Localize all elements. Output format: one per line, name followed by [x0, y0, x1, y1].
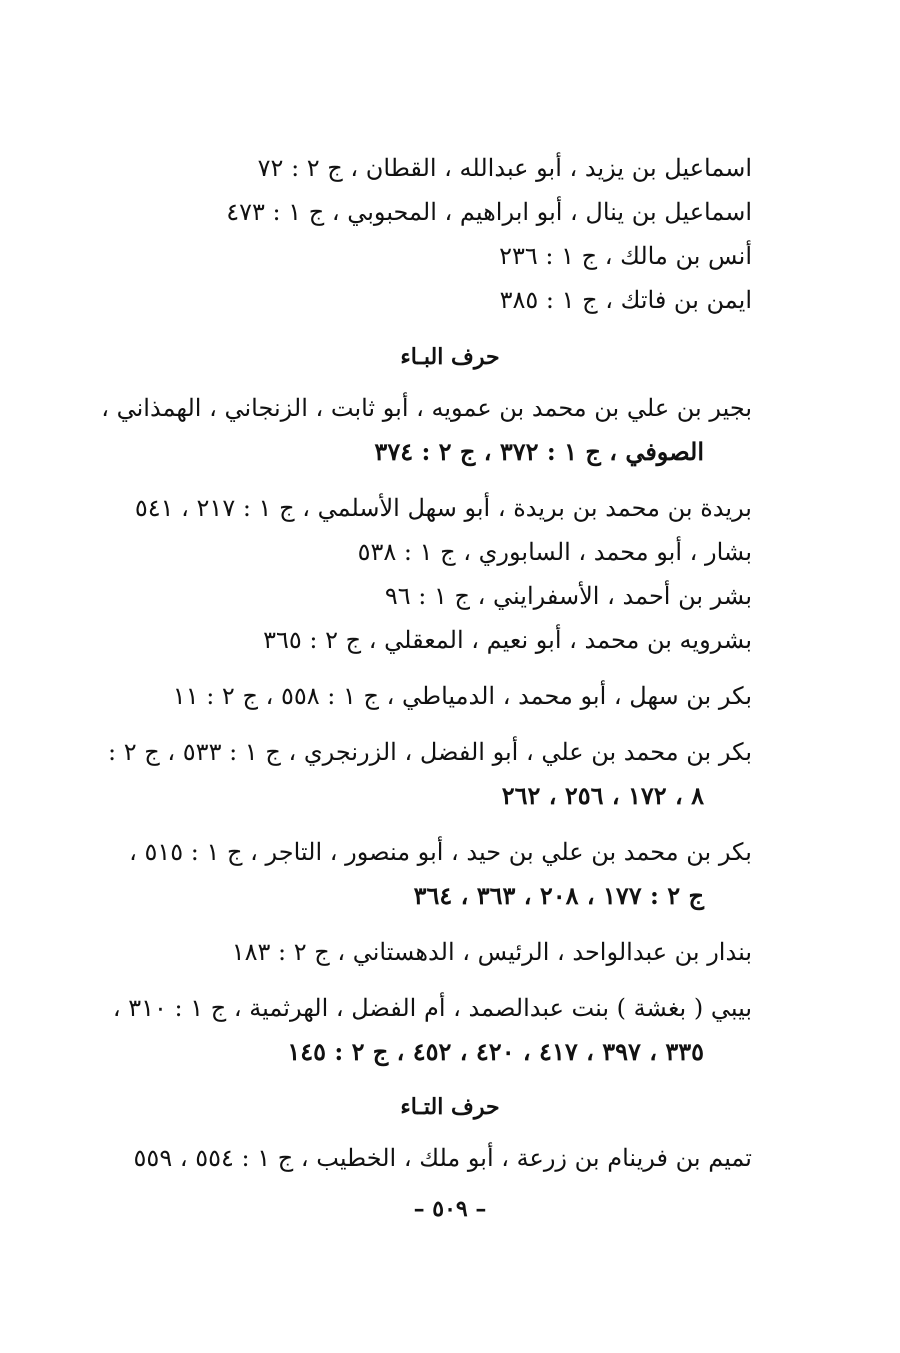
index-entry: بندار بن عبدالواحد ، الرئيس ، الدهستاني ، ج ٢ : ١٨٣ [231, 938, 752, 966]
ba-entries-block [101, 386, 752, 1074]
index-entry-continuation: ٣٣٥ ، ٣٩٧ ، ٤١٧ ، ٤٢٠ ، ٤٥٢ ، ج ٢ : ١٤٥ [287, 1037, 704, 1066]
index-entry: بكر بن سهل ، أبو محمد ، الدمياطي ، ج ١ : ٥٥٨ ، ج ٢ : ١١ [172, 682, 752, 710]
index-entry-continuation: الصوفي ، ج ١ : ٣٧٢ ، ج ٢ : ٣٧٤ [374, 437, 704, 466]
index-entry: بريدة بن محمد بن بريدة ، أبو سهل الأسلمي ، ج ١ : ٢١٧ ، ٥٤١ [134, 494, 752, 522]
index-entry: بشار ، أبو محمد ، السابوري ، ج ١ : ٥٣٨ [357, 538, 752, 566]
section-heading-ta: حرف التـاء [400, 1094, 500, 1120]
index-entry: ايمن بن فاتك ، ج ١ : ٣٨٥ [499, 286, 752, 314]
index-entry-continuation: ج ٢ : ١٧٧ ، ٢٠٨ ، ٣٦٣ ، ٣٦٤ [413, 881, 704, 910]
index-entry-continuation: ٨ ، ١٧٢ ، ٢٥٦ ، ٢٦٢ [501, 781, 704, 810]
index-entry: اسماعيل بن يزيد ، أبو عبدالله ، القطان ، ج ٢ : ٧٢ [257, 154, 752, 182]
index-entry: بيبي ( بغشة ) بنت عبدالصمد ، أم الفضل ، الهرثمية ، ج ١ : ٣١٠ ، [112, 994, 752, 1022]
index-entry: اسماعيل بن ينال ، أبو ابراهيم ، المحبوبي ، ج ١ : ٤٧٣ [226, 198, 752, 226]
index-entry: بشرويه بن محمد ، أبو نعيم ، المعقلي ، ج ٢ : ٣٦٥ [263, 626, 752, 654]
index-entry: أنس بن مالك ، ج ١ : ٢٣٦ [499, 242, 752, 270]
index-entry: بجير بن علي بن محمد بن عمويه ، أبو ثابت ، الزنجاني ، الهمذاني ، [101, 394, 752, 422]
page-number: – ٥٠٩ – [413, 1196, 487, 1222]
section-heading-ba: حرف البـاء [400, 344, 500, 370]
index-entry: بشر بن أحمد ، الأسفرايني ، ج ١ : ٩٦ [384, 582, 752, 610]
ta-entries-block [112, 1136, 752, 1180]
index-entry: تميم بن فرينام بن زرعة ، أبو ملك ، الخطيب ، ج ١ : ٥٥٤ ، ٥٥٩ [133, 1144, 752, 1172]
index-entry: بكر بن محمد بن علي بن حيد ، أبو منصور ، التاجر ، ج ١ : ٥١٥ ، [129, 838, 752, 866]
alif-entries-block [112, 146, 752, 322]
index-entry: بكر بن محمد بن علي ، أبو الفضل ، الزرنجري ، ج ١ : ٥٣٣ ، ج ٢ : [108, 738, 752, 766]
